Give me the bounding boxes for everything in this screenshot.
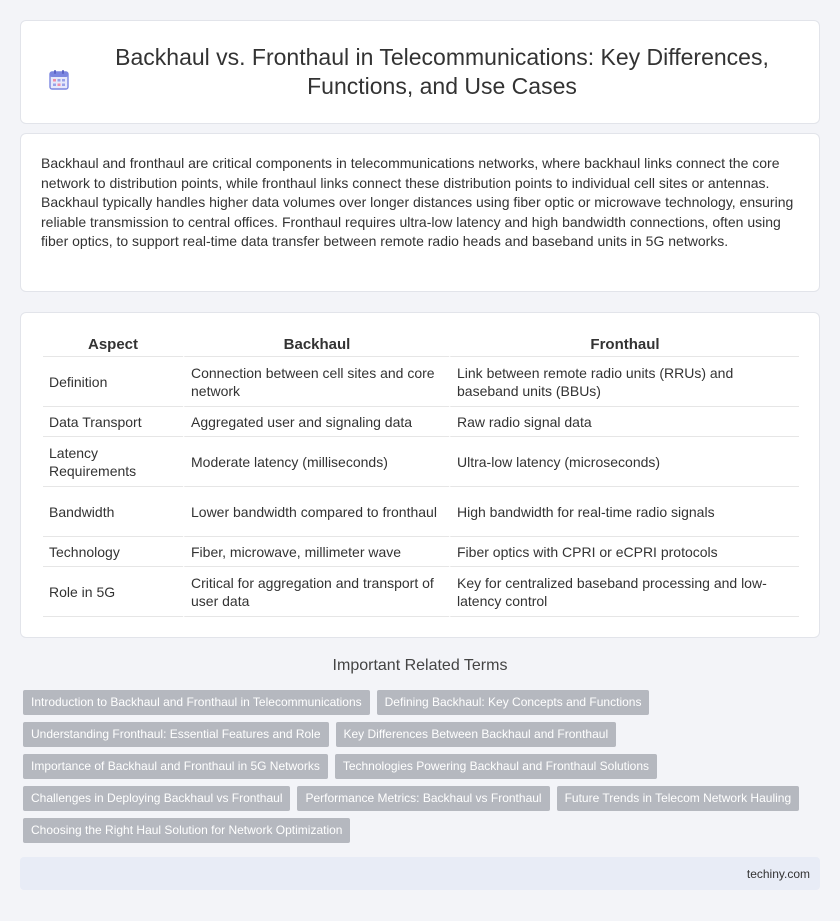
cell-fronthaul: Raw radio signal data (449, 407, 799, 437)
cell-backhaul: Lower bandwidth compared to fronthaul (183, 487, 449, 537)
cell-aspect: Role in 5G (43, 567, 183, 617)
related-term-tag[interactable]: Understanding Fronthaul: Essential Features and Role (23, 722, 329, 747)
cell-fronthaul: High bandwidth for real-time radio signals (449, 487, 799, 537)
table-row (43, 487, 799, 537)
cell-backhaul: Aggregated user and signaling data (183, 407, 449, 437)
related-terms-list (23, 690, 823, 850)
footer (20, 857, 820, 890)
table-row (43, 537, 799, 567)
related-term-tag[interactable]: Introduction to Backhaul and Fronthaul in Telecommunications (23, 690, 370, 715)
cell-aspect: Data Transport (43, 407, 183, 437)
cell-aspect: Definition (43, 357, 183, 407)
calendar-icon (48, 69, 70, 91)
header-backhaul: Backhaul (183, 333, 449, 357)
table-header-row (43, 333, 799, 357)
cell-backhaul: Connection between cell sites and core network (183, 357, 449, 407)
cell-fronthaul: Link between remote radio units (RRUs) and baseband units (BBUs) (449, 357, 799, 407)
page-title: Backhaul vs. Fronthaul in Telecommunications: Key Differences, Functions, and Use Cases (115, 44, 769, 99)
table-row (43, 437, 799, 487)
cell-aspect: Bandwidth (43, 487, 183, 537)
cell-fronthaul: Ultra-low latency (microseconds) (449, 437, 799, 487)
table-row (43, 357, 799, 407)
related-term-tag[interactable]: Performance Metrics: Backhaul vs Fronthaul (297, 786, 549, 811)
header-fronthaul: Fronthaul (449, 333, 799, 357)
related-term-tag[interactable]: Key Differences Between Backhaul and Fronthaul (336, 722, 617, 747)
related-term-tag[interactable]: Challenges in Deploying Backhaul vs Fronthaul (23, 786, 290, 811)
cell-backhaul: Critical for aggregation and transport of user data (183, 567, 449, 617)
related-term-tag[interactable]: Defining Backhaul: Key Concepts and Functions (377, 690, 650, 715)
cell-fronthaul: Fiber optics with CPRI or eCPRI protocols (449, 537, 799, 567)
related-term-tag[interactable]: Future Trends in Telecom Network Hauling (557, 786, 800, 811)
summary-card (20, 133, 820, 292)
related-term-tag[interactable]: Choosing the Right Haul Solution for Network Optimization (23, 818, 350, 843)
related-terms-heading: Important Related Terms (332, 657, 508, 674)
table-row (43, 407, 799, 437)
table-row (43, 567, 799, 617)
summary-text: Backhaul and fronthaul are critical components in telecommunications networks, where backhaul links connect the core network to distribution points, while fronthaul links connect these distribution points to individual cell sites or antennas. Backhaul typically handles higher data volumes over longer distances using fiber optic or microwave technology, ensuring reliable transmission to central offices. Fronthaul requires ultra-low latency and high bandwidth connections, often using fiber optics, to support real-time data transfer between remote radio heads and baseband units in 5G networks. (41, 155, 794, 250)
cell-fronthaul: Key for centralized baseband processing and low-latency control (449, 567, 799, 617)
header-card (20, 20, 820, 124)
footer-brand[interactable]: techiny.com (746, 866, 810, 881)
header-aspect: Aspect (43, 333, 183, 357)
cell-backhaul: Fiber, microwave, millimeter wave (183, 537, 449, 567)
comparison-table-card (20, 312, 820, 638)
cell-backhaul: Moderate latency (milliseconds) (183, 437, 449, 487)
cell-aspect: Technology (43, 537, 183, 567)
comparison-table (43, 333, 799, 617)
cell-aspect: Latency Requirements (43, 437, 183, 487)
title-wrap (40, 43, 800, 101)
related-term-tag[interactable]: Importance of Backhaul and Fronthaul in 5G Networks (23, 754, 328, 779)
related-term-tag[interactable]: Technologies Powering Backhaul and Fronthaul Solutions (335, 754, 657, 779)
